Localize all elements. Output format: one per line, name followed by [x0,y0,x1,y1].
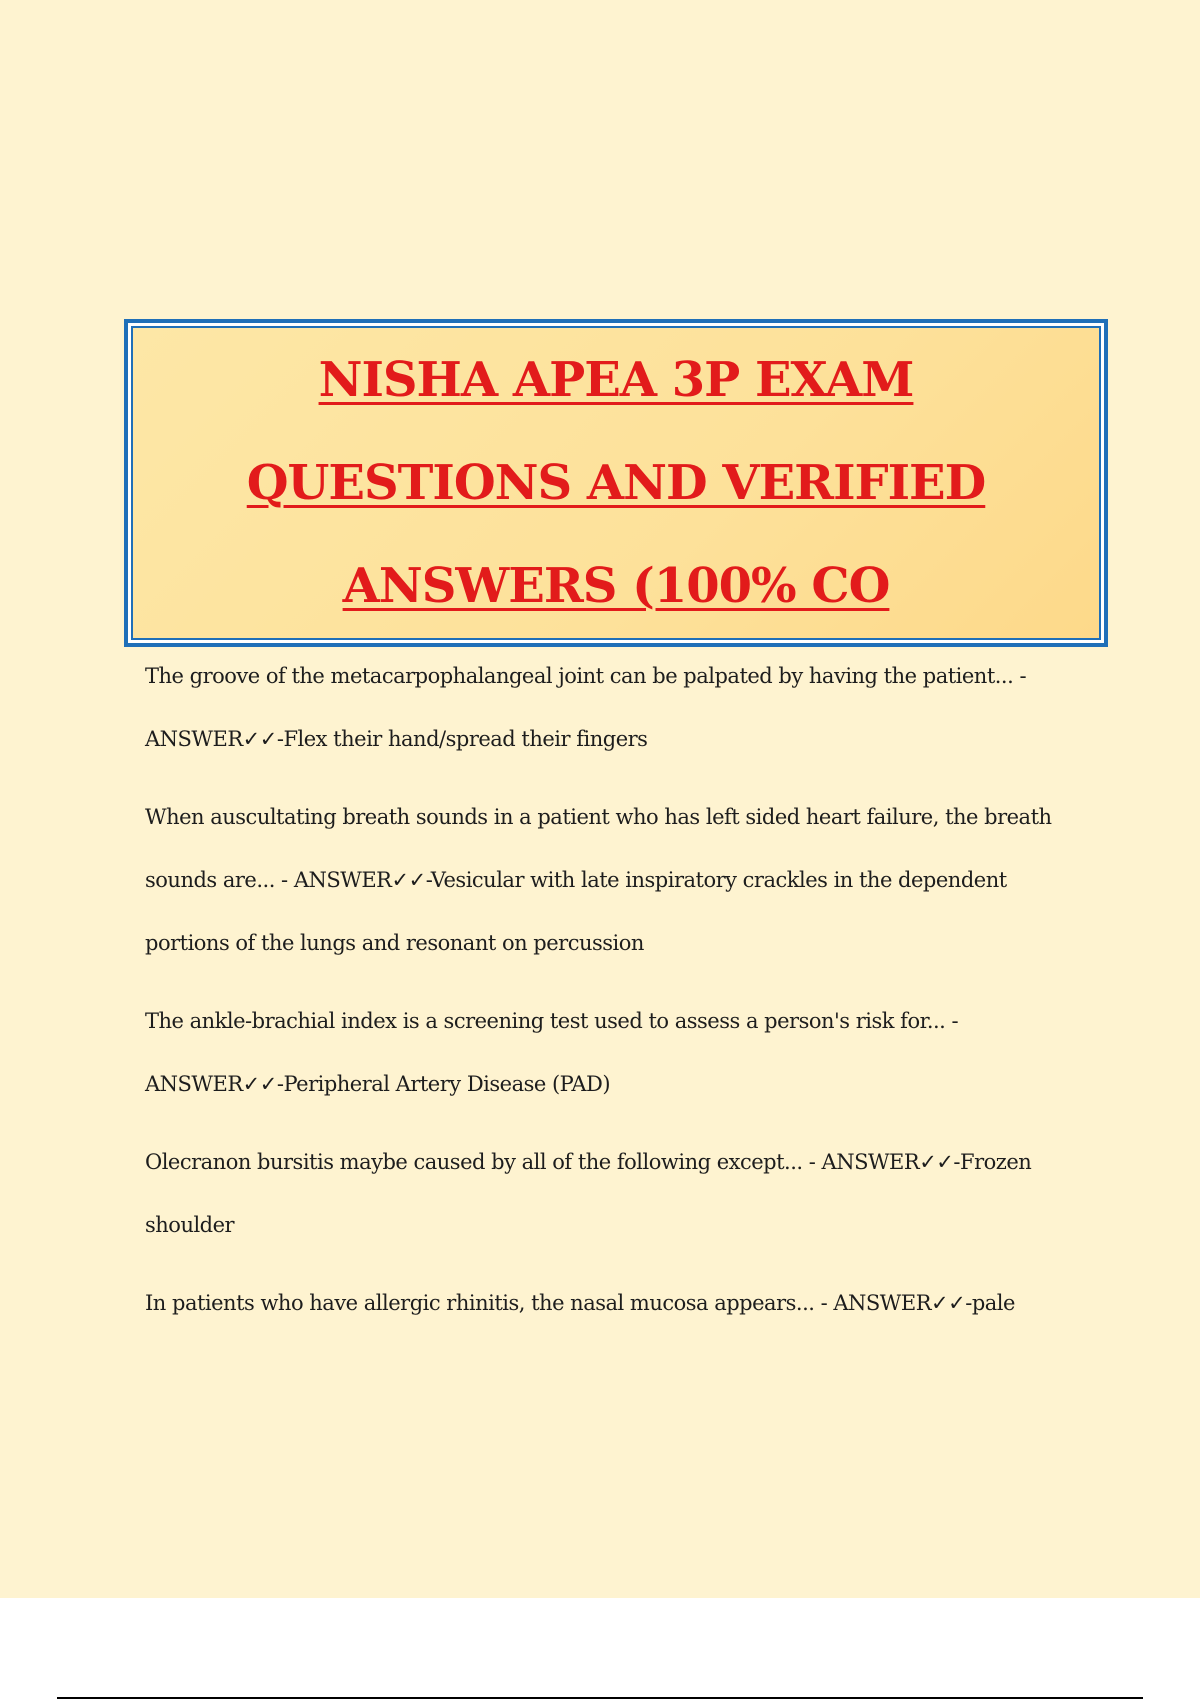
answer-marker: ANSWER✓✓- [145,727,284,751]
qa-item-3 [145,990,1090,1116]
answer-text: Vesicular with late inspiratory crackles in the dependent portions of the lungs and resonant on percussion [145,868,1007,955]
title-box [124,319,1108,647]
qa-item-4 [145,1131,1090,1257]
answer-text: Peripheral Artery Disease (PAD) [283,1072,611,1096]
answer-text: pale [971,1291,1015,1315]
question-text: The groove of the metacarpophalangeal joint can be palpated by having the patient... - [145,664,1027,688]
answer-marker: ANSWER✓✓- [293,868,431,892]
question-text: In patients who have allergic rhinitis, the nasal mucosa appears... - [145,1291,828,1315]
title-line-3: ANSWERS (100% CO [342,557,890,614]
title-line-2: QUESTIONS AND VERIFIED [246,454,986,511]
question-text: The ankle-brachial index is a screening test used to assess a person's risk for... - [145,1009,959,1033]
answer-marker: ANSWER✓✓- [833,1291,972,1315]
qa-list [145,645,1090,1350]
answer-text: Flex their hand/spread their fingers [283,727,648,751]
footer-divider [57,1697,1143,1699]
answer-marker: ANSWER✓✓- [821,1150,960,1174]
title-line-1: NISHA APEA 3P EXAM [318,351,914,408]
question-text: When auscultating breath sounds in a patient who has left sided heart failure, the breath sounds are... - [145,805,1052,892]
qa-item-2 [145,786,1090,975]
qa-item-5 [145,1272,1090,1335]
answer-marker: ANSWER✓✓- [145,1072,284,1096]
qa-item-1 [145,645,1090,771]
answer-text: Frozen shoulder [145,1150,1032,1237]
question-text: Olecranon bursitis maybe caused by all of the following except... - [145,1150,816,1174]
title-box-inner [131,326,1101,640]
